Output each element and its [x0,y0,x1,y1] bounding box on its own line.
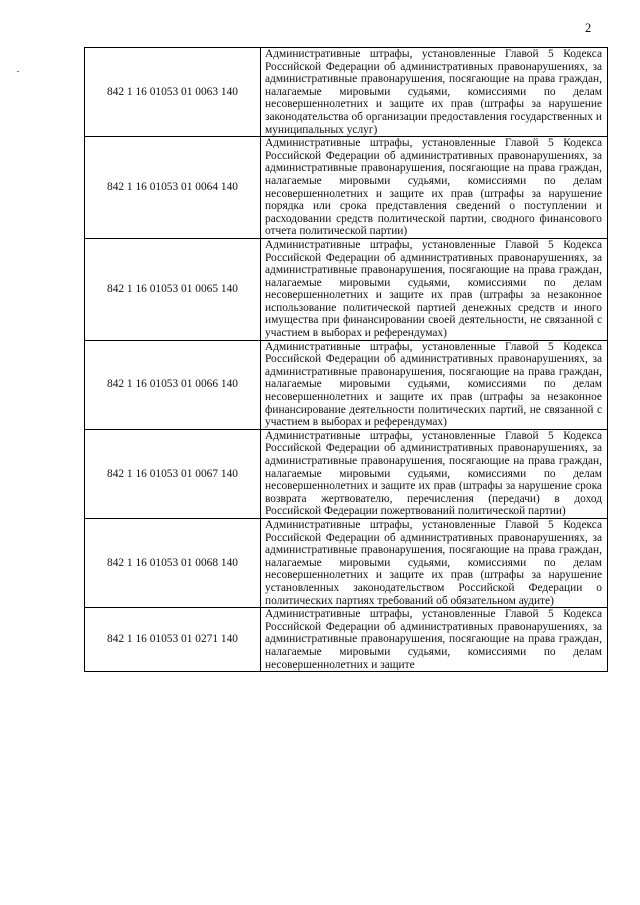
budget-codes-table [84,47,608,672]
table-row [85,340,608,429]
code-description: Административные штрафы, установленные Главой 5 Кодекса Российской Федерации об административных правонарушениях, за административные правонарушения, посягающие на права граждан, налагаемые мировыми судьями, комиссиями по делам несовершеннолетних и защите их прав (штрафы за нарушение порядка или срока представления сведений о поступлении и расходовании средств политической партии, сводного финансового отчета политической партии) [261,137,608,239]
code-description: Административные штрафы, установленные Главой 5 Кодекса Российской Федерации об административных правонарушениях, за административные правонарушения, посягающие на права граждан, налагаемые мировыми судьями, комиссиями по делам несовершеннолетних и защите [261,608,608,672]
budget-code: 842 1 16 01053 01 0068 140 [85,518,261,607]
table-row [85,48,608,137]
code-description: Административные штрафы, установленные Главой 5 Кодекса Российской Федерации об административных правонарушениях, за административные правонарушения, посягающие на права граждан, налагаемые мировыми судьями, комиссиями по делам несовершеннолетних и защите их прав (штрафы за незаконное финансирование деятельности политических партий, не связанной с участием в выборах и референдумах) [261,340,608,429]
table-row [85,137,608,239]
page-number: 2 [585,21,592,35]
budget-code: 842 1 16 01053 01 0271 140 [85,608,261,672]
code-description: Административные штрафы, установленные Главой 5 Кодекса Российской Федерации об административных правонарушениях, за административные правонарушения, посягающие на права граждан, налагаемые мировыми судьями, комиссиями по делам несовершеннолетних и защите их прав (штрафы за нарушение установленных законодательством Российской Федерации о политических партиях требований об обязательном аудите) [261,518,608,607]
table-row [85,518,608,607]
code-description: Административные штрафы, установленные Главой 5 Кодекса Российской Федерации об административных правонарушениях, за административные правонарушения, посягающие на права граждан, налагаемые мировыми судьями, комиссиями по делам несовершеннолетних и защите их прав (штрафы за нарушение законодательства об организации предоставления государственных и муниципальных услуг) [261,48,608,137]
budget-code: 842 1 16 01053 01 0066 140 [85,340,261,429]
budget-code: 842 1 16 01053 01 0067 140 [85,429,261,518]
table-row [85,429,608,518]
code-description: Административные штрафы, установленные Главой 5 Кодекса Российской Федерации об административных правонарушениях, за административные правонарушения, посягающие на права граждан, налагаемые мировыми судьями, комиссиями по делам несовершеннолетних и защите их прав (штрафы за незаконное использование политической партией денежных средств и иного имущества при финансировании своей деятельности, не связанной с участием в выборах и референдумах) [261,238,608,340]
budget-code: 842 1 16 01053 01 0063 140 [85,48,261,137]
budget-code: 842 1 16 01053 01 0064 140 [85,137,261,239]
code-description: Административные штрафы, установленные Главой 5 Кодекса Российской Федерации об административных правонарушениях, за административные правонарушения, посягающие на права граждан, налагаемые мировыми судьями, комиссиями по делам несовершеннолетних и защите их прав (штрафы за нарушение срока возврата жертвователю, перечисления (передачи) в доход Российской Федерации пожертвований политической партии) [261,429,608,518]
table-row [85,608,608,672]
table-row [85,238,608,340]
budget-code: 842 1 16 01053 01 0065 140 [85,238,261,340]
scan-mark [17,71,19,72]
